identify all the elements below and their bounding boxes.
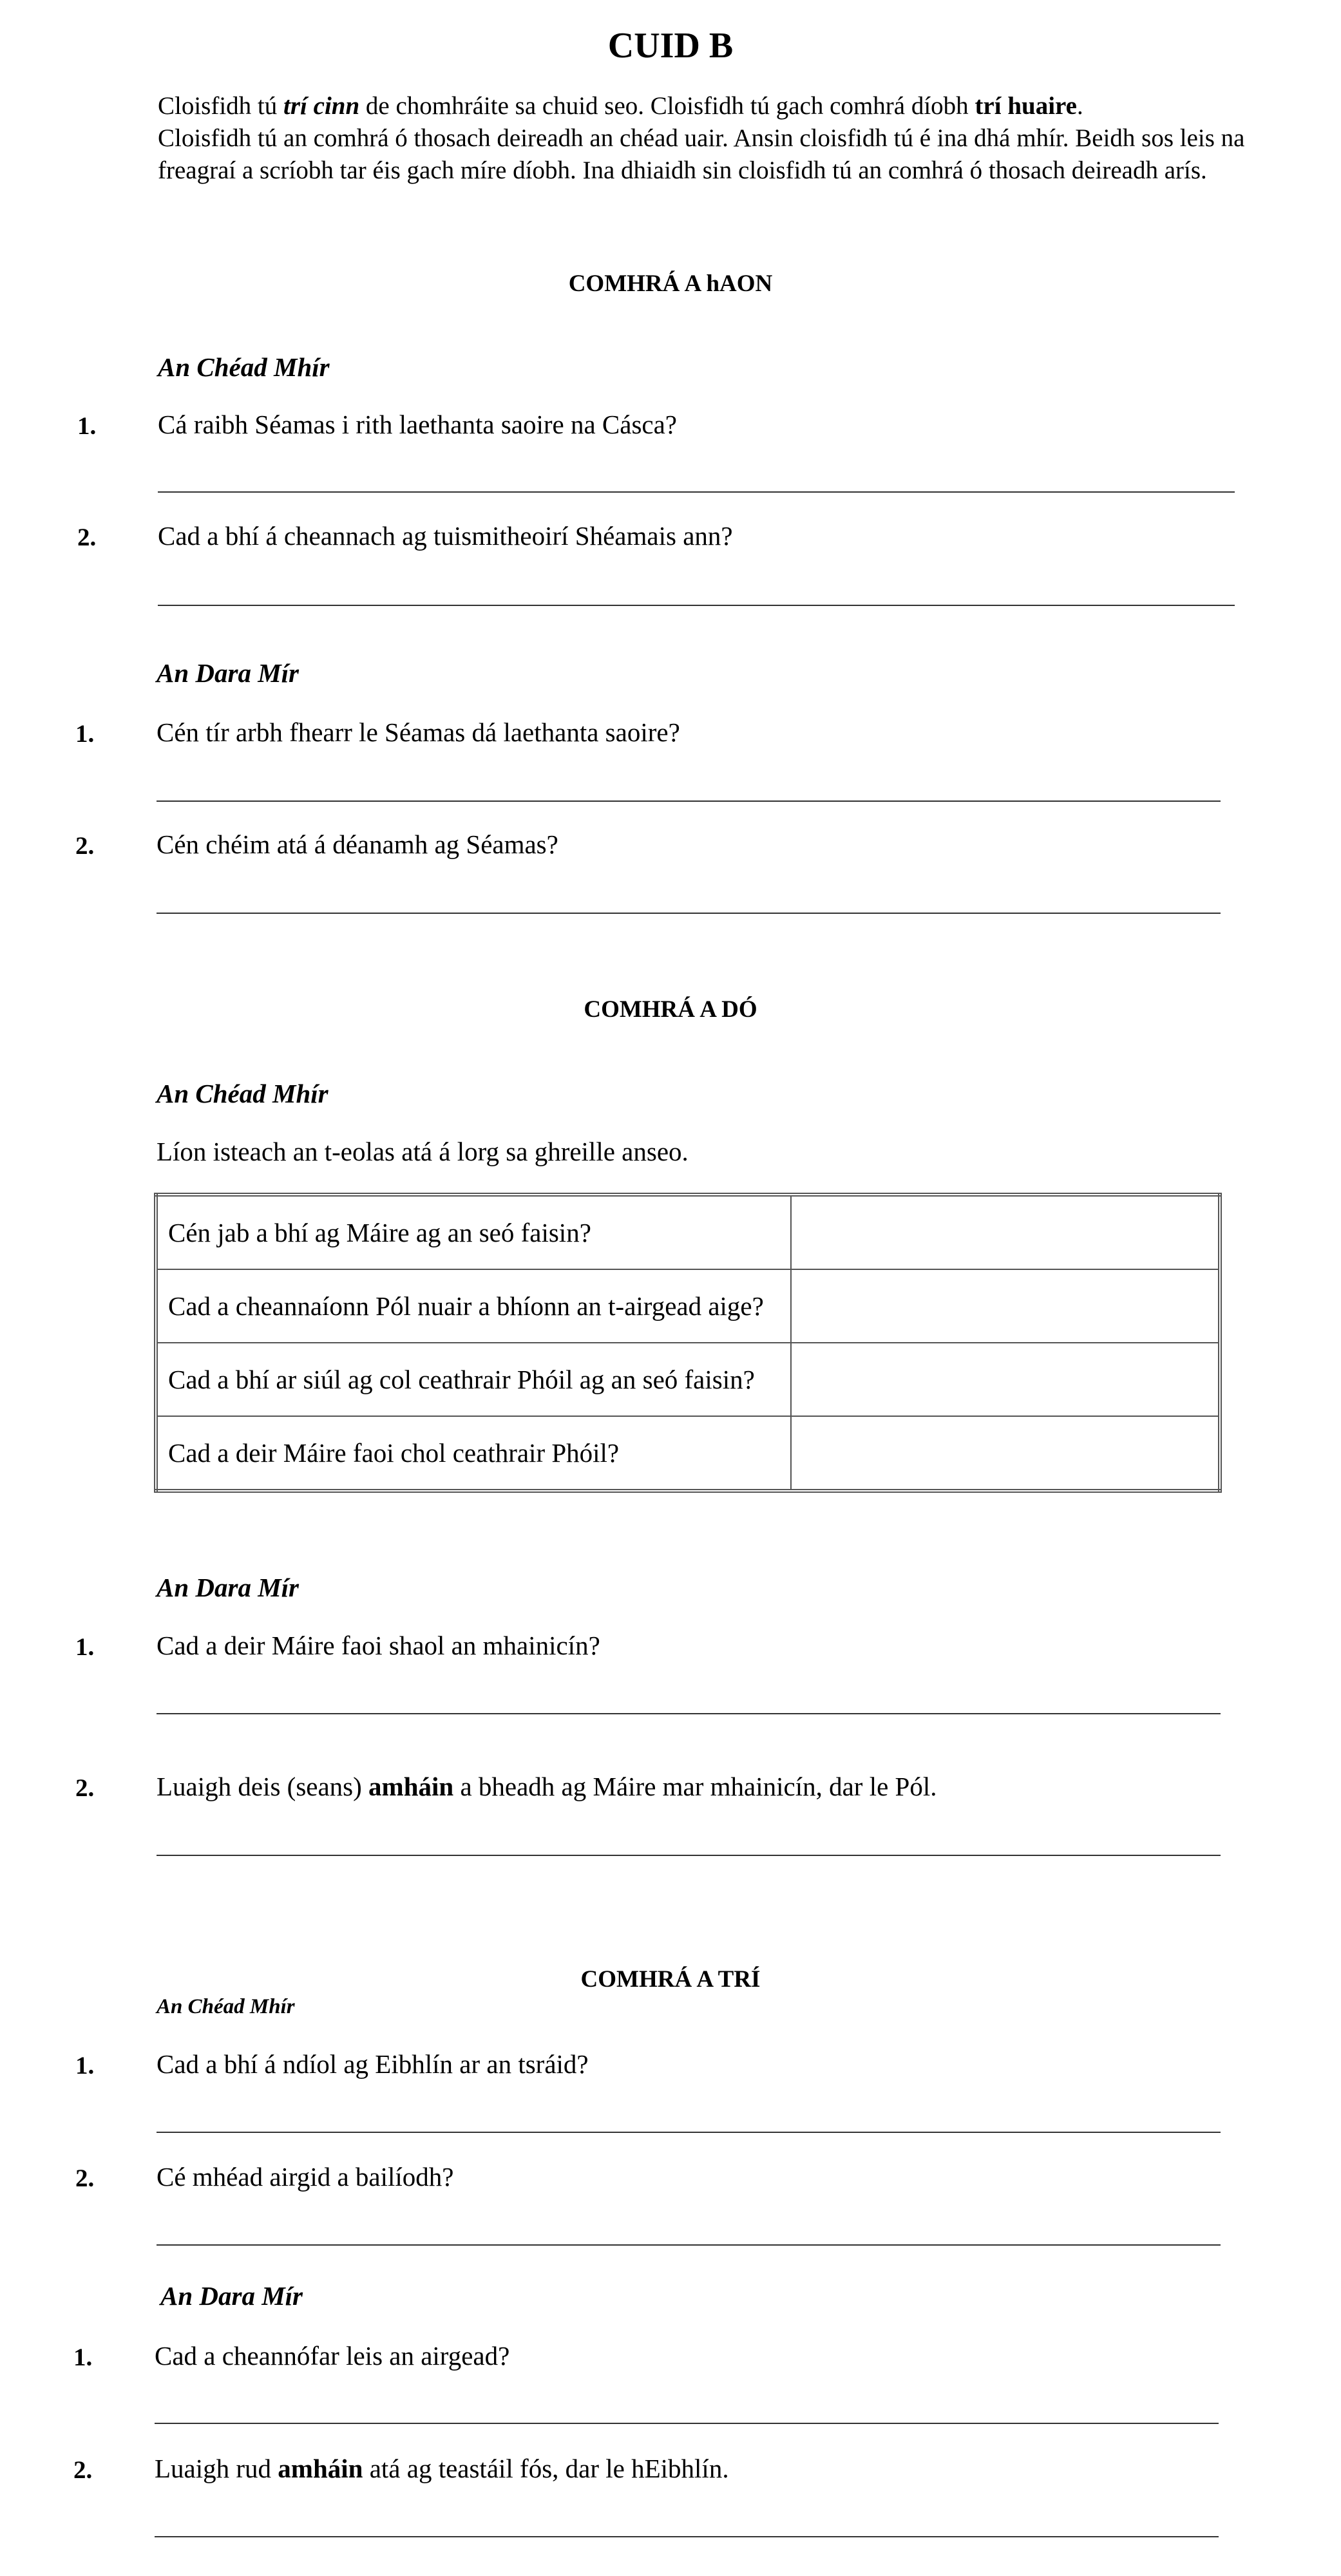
grid-instruction: Líon isteach an t-eolas atá á lorg sa ghreille anseo. — [157, 1137, 689, 1166]
grid-row — [156, 1343, 1220, 1416]
part-label: An Chéad Mhír — [158, 352, 330, 382]
intro-text: Cloisfidh tú — [158, 92, 284, 120]
answer-grid — [154, 1193, 1222, 1493]
intro-emphasis: trí cinn — [283, 92, 360, 120]
question-number: 2. — [73, 2456, 93, 2484]
question-number: 1. — [73, 2344, 93, 2371]
question-number: 1. — [75, 720, 95, 748]
question-text: Cad a deir Máire faoi shaol an mhainicín? — [157, 1631, 600, 1660]
part-label: An Chéad Mhír — [157, 1079, 328, 1108]
answer-line[interactable] — [155, 2536, 1219, 2537]
grid-answer-cell[interactable] — [791, 1195, 1220, 1269]
grid-question-cell: Cad a cheannaíonn Pól nuair a bhíonn an t-airgead aige? — [156, 1269, 791, 1343]
question-text: Cad a bhí á cheannach ag tuismitheoirí Shéamais ann? — [158, 521, 733, 551]
question-emphasis: amháin — [278, 2454, 363, 2483]
question-number: 2. — [77, 524, 97, 551]
section-heading-comhra-3: COMHRÁ A TRÍ — [580, 1966, 761, 1993]
question-number: 2. — [75, 1774, 95, 1802]
grid-row — [156, 1195, 1220, 1269]
question-text-part: atá ag teastáil fós, dar le hEibhlín. — [363, 2454, 729, 2483]
grid-question-cell: Cén jab a bhí ag Máire ag an seó faisin? — [156, 1195, 791, 1269]
intro-text: Cloisfidh tú an comhrá ó thosach deireadh an chéad uair. Ansin cloisfidh tú é ina dhá mhír. Beidh sos leis na freagraí a scríobh tar éis gach míre díobh. Ina dhiaidh sin cloisfidh tú an comhrá ó thosach deireadh arís. — [158, 124, 1245, 184]
part-label: An Dara Mír — [160, 2281, 303, 2311]
question-text: Cé mhéad airgid a bailíodh? — [157, 2162, 454, 2192]
grid-answer-cell[interactable] — [791, 1269, 1220, 1343]
grid-row — [156, 1269, 1220, 1343]
question-text: Cad a bhí á ndíol ag Eibhlín ar an tsráid? — [157, 2049, 589, 2079]
question-text — [155, 2452, 729, 2485]
question-number: 2. — [75, 2164, 95, 2192]
part-label: An Chéad Mhír — [157, 1995, 295, 2018]
question-text — [157, 1770, 937, 1803]
question-number: 1. — [77, 412, 97, 440]
answer-line[interactable] — [157, 1855, 1221, 1856]
question-text: Cén tír arbh fhearr le Séamas dá laethanta saoire? — [157, 717, 680, 747]
question-text: Cá raibh Séamas i rith laethanta saoire na Cásca? — [158, 410, 678, 439]
grid-question-cell: Cad a bhí ar siúl ag col ceathrair Phóil ag an seó faisin? — [156, 1343, 791, 1416]
answer-line[interactable] — [157, 2244, 1221, 2246]
question-number: 2. — [75, 832, 95, 860]
grid-question-cell: Cad a deir Máire faoi chol ceathrair Phóil? — [156, 1416, 791, 1491]
question-text-part: Luaigh rud — [155, 2454, 278, 2483]
instructions-paragraph — [158, 90, 1282, 187]
section-heading-comhra-2: COMHRÁ A DÓ — [584, 996, 757, 1023]
answer-line[interactable] — [158, 605, 1235, 606]
question-emphasis: amháin — [368, 1772, 454, 1801]
grid-answer-cell[interactable] — [791, 1343, 1220, 1416]
answer-line[interactable] — [157, 1713, 1221, 1714]
part-label: An Dara Mír — [157, 658, 300, 688]
intro-text: . — [1076, 92, 1083, 120]
question-text: Cén chéim atá á déanamh ag Séamas? — [157, 829, 558, 859]
part-label: An Dara Mír — [157, 1573, 300, 1602]
grid-row — [156, 1416, 1220, 1491]
question-text-part: a bheadh ag Máire mar mhainicín, dar le Pól. — [453, 1772, 937, 1801]
answer-line[interactable] — [155, 2423, 1219, 2424]
question-text: Cad a cheannófar leis an airgead? — [155, 2341, 510, 2371]
answer-line[interactable] — [157, 913, 1221, 914]
page-title: CUID B — [607, 26, 734, 66]
question-number: 1. — [75, 1633, 95, 1661]
section-heading-comhra-1: COMHRÁ A hAON — [568, 270, 773, 297]
intro-text: de chomhráite sa chuid seo. Cloisfidh tú gach comhrá díobh — [359, 92, 975, 120]
answer-line[interactable] — [157, 800, 1221, 802]
answer-line[interactable] — [157, 2132, 1221, 2133]
intro-emphasis: trí huaire — [975, 92, 1077, 120]
grid-answer-cell[interactable] — [791, 1416, 1220, 1491]
answer-line[interactable] — [158, 491, 1235, 493]
question-text-part: Luaigh deis (seans) — [157, 1772, 369, 1801]
question-number: 1. — [75, 2052, 95, 2079]
